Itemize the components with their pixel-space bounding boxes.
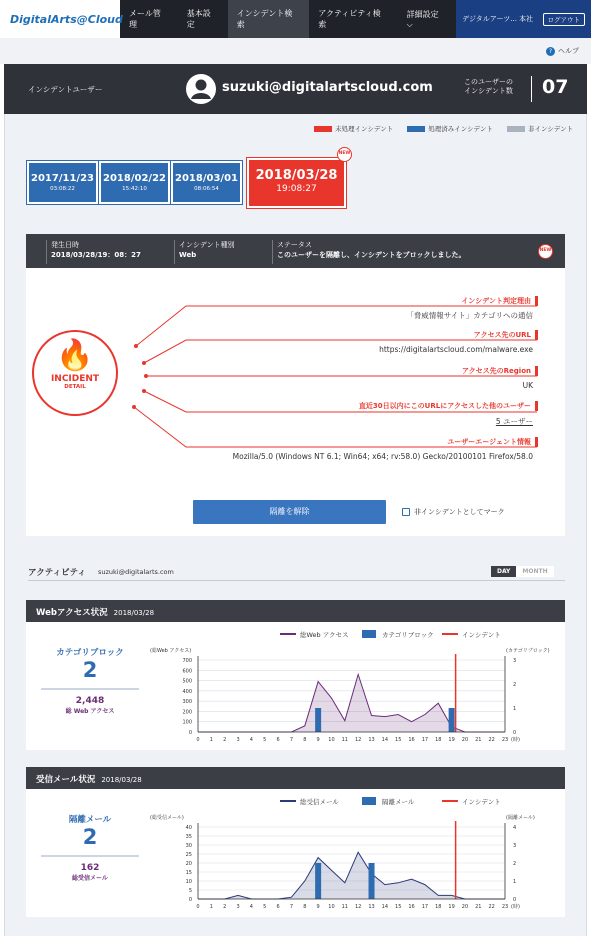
mail-panel-title: 受信メール状況 (36, 775, 96, 785)
incident-count-label-line2: インシデント数 (464, 87, 513, 95)
y-tick-label: 300 (182, 699, 192, 706)
nav-basic-settings[interactable]: 基本設定 (186, 9, 211, 29)
legend-label: カテゴリブロック (382, 631, 434, 639)
web-stats (40, 646, 140, 715)
area-fill (198, 674, 505, 732)
y-tick-label: 5 (188, 888, 192, 894)
y-tick-label: 20 (185, 861, 192, 867)
x-tick-label: 15 (395, 737, 402, 743)
x-tick-label: 11 (341, 904, 349, 910)
detail-label: インシデント判定理由 (461, 296, 538, 306)
legend-label: インシデント (462, 631, 501, 639)
category-block-label: カテゴリブロック (56, 648, 124, 658)
x-tick-label: 23 (501, 737, 509, 743)
toggle-month[interactable]: MONTH (516, 566, 553, 577)
x-tick-label: 21 (475, 904, 482, 910)
detail-label: アクセス先のURL (474, 330, 538, 340)
x-tick-label: 8 (303, 737, 307, 743)
y-tick-label: 15 (185, 870, 192, 876)
web-panel-date: 2018/03/28 (113, 609, 155, 617)
incident-type-value: Web (179, 251, 197, 259)
x-tick-label: 4 (249, 737, 253, 743)
x-tick-label: 14 (381, 737, 389, 743)
quarantined-mail-label: 隔離メール (68, 815, 112, 825)
detail-value: Mozilla/5.0 (Windows NT 6.1; Win64; x64; rv:58.0) Gecko/20100101 Firefox/58.0 (232, 452, 533, 461)
occurred-at-value: 2018/03/28/19：08：27 (51, 251, 141, 259)
bar (315, 708, 321, 732)
x-tick-label: 3 (236, 737, 240, 743)
total-mail-count: 162 (80, 863, 100, 873)
y2-tick-label: 1 (513, 706, 517, 712)
x-tick-label: 19 (448, 904, 455, 910)
y-tick-label: 200 (182, 709, 192, 716)
x-tick-label: 16 (408, 904, 415, 910)
x-tick-label: 6 (276, 904, 280, 910)
bar (315, 863, 321, 899)
detail-value-url: https://digitalartscloud.com/malware.exe (379, 345, 533, 354)
incident-count-label-line1: このユーザーの (464, 78, 513, 86)
y-tick-label: 10 (185, 879, 192, 885)
y-tick-label: 400 (182, 688, 192, 695)
x-tick-label: 2 (223, 904, 227, 910)
x-tick-label: 11 (341, 737, 349, 743)
x-tick-label: 1 (209, 737, 213, 743)
y2-tick-label: 2 (513, 861, 517, 867)
total-mail-label: 総受信メール (72, 875, 108, 882)
x-tick-label: 4 (249, 904, 253, 910)
x-tick-label: 1 (209, 904, 213, 910)
right-axis-label: (隔離メール) (506, 815, 535, 821)
y-tick-label: 30 (185, 843, 192, 849)
x-tick-label: 23 (501, 904, 509, 910)
web-access-panel-header (26, 600, 565, 622)
period-toggle (491, 566, 554, 577)
divider (41, 688, 139, 690)
x-tick-label: 22 (488, 737, 495, 743)
x-tick-label: 8 (303, 904, 307, 910)
legend-processed-label: 処理済みインシデント (428, 125, 493, 133)
x-tick-label: 5 (263, 904, 267, 910)
incident-detail-badge (32, 330, 118, 416)
incident-badge-title: INCIDENT (50, 374, 100, 384)
legend-unprocessed-label: 未処理インシデント (335, 125, 394, 133)
x-tick-label: 18 (435, 737, 442, 743)
logo-text: DigitalArts@Cloud (10, 12, 123, 26)
category-block-count: 2 (82, 658, 98, 682)
x-tick-label: 13 (368, 737, 375, 743)
y-tick-label: 500 (182, 678, 192, 685)
detail-label: 直近30日以内にこのURLにアクセスした他のユーザー (359, 401, 538, 411)
x-tick-label: 9 (316, 737, 320, 743)
y-tick-label: 700 (182, 658, 192, 664)
checkbox-icon[interactable] (402, 508, 410, 516)
incident-type-label: インシデント種別 (179, 241, 235, 249)
bar (369, 863, 375, 899)
occurred-at-label: 発生日時 (51, 241, 79, 249)
x-tick-label: 7 (289, 904, 294, 910)
x-tick-label: 3 (236, 904, 240, 910)
x-tick-label: 0 (196, 737, 200, 743)
nav-mail-management[interactable]: メール管理 (129, 9, 161, 29)
divider (28, 580, 565, 581)
x-axis-label: (時) (511, 904, 520, 910)
divider (41, 855, 139, 857)
x-tick-label: 2 (223, 737, 227, 743)
mark-non-incident-checkbox[interactable] (402, 507, 505, 517)
bar (449, 708, 455, 732)
help-label: ヘルプ (558, 47, 579, 55)
x-tick-label: 13 (368, 904, 375, 910)
date-card-date: 2018/02/22 (103, 173, 166, 184)
y2-tick-label: 3 (513, 843, 517, 849)
y-tick-label: 0 (188, 730, 192, 736)
y-tick-label: 40 (185, 825, 192, 831)
legend-swatch (362, 630, 376, 638)
x-tick-label: 17 (421, 737, 429, 743)
new-badge: NEW (337, 147, 352, 162)
quarantined-mail-count: 2 (82, 825, 98, 849)
y-tick-label: 600 (182, 668, 192, 675)
x-tick-label: 15 (395, 904, 402, 910)
y2-tick-label: 2 (513, 682, 517, 688)
y-tick-label: 35 (185, 834, 192, 840)
activity-title: アクティビティ (28, 568, 86, 578)
x-tick-label: 7 (289, 737, 294, 743)
logout-button[interactable]: ログアウト (543, 13, 586, 26)
y2-tick-label: 4 (513, 825, 517, 831)
nav-activity-search[interactable]: アクティビティ検索 (318, 9, 381, 29)
x-tick-label: 12 (354, 904, 362, 910)
left-axis-label: (総Web アクセス) (150, 648, 192, 654)
total-web-access-count: 2,448 (75, 696, 105, 706)
legend-label: インシデント (462, 798, 501, 806)
activity-user: suzuki@digitalarts.com (98, 568, 174, 576)
x-tick-label: 10 (328, 737, 335, 743)
mail-chart (140, 793, 560, 913)
date-card-date: 2017/11/23 (31, 173, 94, 184)
date-card-date: 2018/03/28 (255, 168, 338, 183)
incident-count: 07 (542, 76, 569, 98)
other-users-link[interactable]: 5 ユーザー (495, 417, 533, 426)
area-fill (198, 852, 505, 899)
y2-tick-label: 0 (513, 897, 517, 903)
x-tick-label: 18 (435, 904, 442, 910)
detail-label: アクセス先のRegion (462, 366, 538, 376)
legend-label: 総Web アクセス (300, 631, 349, 639)
x-tick-label: 16 (408, 737, 415, 743)
x-tick-label: 9 (316, 904, 320, 910)
mark-non-incident-label: 非インシデントとしてマーク (414, 508, 505, 516)
detail-value: 「脅威情報サイト」カテゴリへの通信 (406, 311, 533, 320)
x-tick-label: 0 (196, 904, 200, 910)
left-axis-label: (総受信メール) (150, 815, 184, 821)
x-tick-label: 14 (381, 904, 389, 910)
y-tick-label: 100 (182, 719, 192, 726)
x-tick-label: 20 (461, 904, 469, 910)
x-tick-label: 5 (263, 737, 267, 743)
date-card-date: 2018/03/01 (175, 173, 238, 184)
x-tick-label: 20 (461, 737, 469, 743)
toggle-day[interactable]: DAY (491, 566, 516, 577)
date-card-time: 03:08:22 (50, 186, 75, 192)
date-card-time: 08:06:54 (194, 186, 219, 192)
help-icon: ? (546, 47, 555, 56)
legend-label: 隔離メール (382, 798, 415, 806)
x-axis-label: (時) (511, 737, 520, 743)
y2-tick-label: 3 (513, 658, 517, 664)
y2-tick-label: 1 (513, 879, 517, 885)
user-org-name: デジタルアーツ... 本社 (462, 14, 534, 23)
date-card-time: 19:08:27 (276, 184, 317, 194)
incident-user-label: インシデントユーザー (28, 85, 103, 94)
nav-incident-search[interactable]: インシデント検索 (228, 0, 310, 38)
legend-non-incident-label: 非インシデント (527, 125, 574, 133)
incident-status-label: ステータス (277, 241, 312, 249)
right-axis-label: (カテゴリブロック) (506, 648, 550, 654)
date-card-time: 15:42:10 (122, 186, 147, 192)
web-panel-title: Webアクセス状況 (36, 608, 108, 618)
incident-badge-subtitle: DETAIL (64, 384, 86, 390)
detail-label: ユーザーエージェント情報 (447, 437, 538, 447)
incident-status-value: このユーザーを隔離し、インシデントをブロックしました。 (277, 251, 466, 259)
y-tick-label: 0 (188, 897, 192, 903)
user-email: suzuki@digitalartscloud.com (222, 80, 433, 95)
x-tick-label: 22 (488, 904, 495, 910)
web-access-chart (140, 626, 560, 746)
mail-stats (40, 813, 140, 882)
new-badge: NEW (538, 244, 553, 259)
legend-swatch (362, 797, 376, 805)
x-tick-label: 6 (276, 737, 280, 743)
mail-panel-date: 2018/03/28 (101, 776, 142, 784)
detail-value: UK (522, 381, 533, 390)
legend-label: 総受信メール (300, 798, 339, 806)
release-quarantine-button[interactable]: 隔離を解除 (193, 500, 386, 524)
total-web-access-label: 総 Web アクセス (65, 708, 115, 715)
nav-advanced-settings[interactable]: 詳細設定 ⌵ (406, 9, 439, 29)
y2-tick-label: 0 (513, 730, 517, 736)
y-tick-label: 25 (185, 852, 192, 858)
flame-icon: 🔥 (56, 338, 94, 373)
x-tick-label: 19 (448, 737, 455, 743)
x-tick-label: 12 (354, 737, 362, 743)
x-tick-label: 17 (421, 904, 429, 910)
x-tick-label: 21 (475, 737, 482, 743)
x-tick-label: 10 (328, 904, 335, 910)
mail-panel-header (26, 767, 565, 789)
